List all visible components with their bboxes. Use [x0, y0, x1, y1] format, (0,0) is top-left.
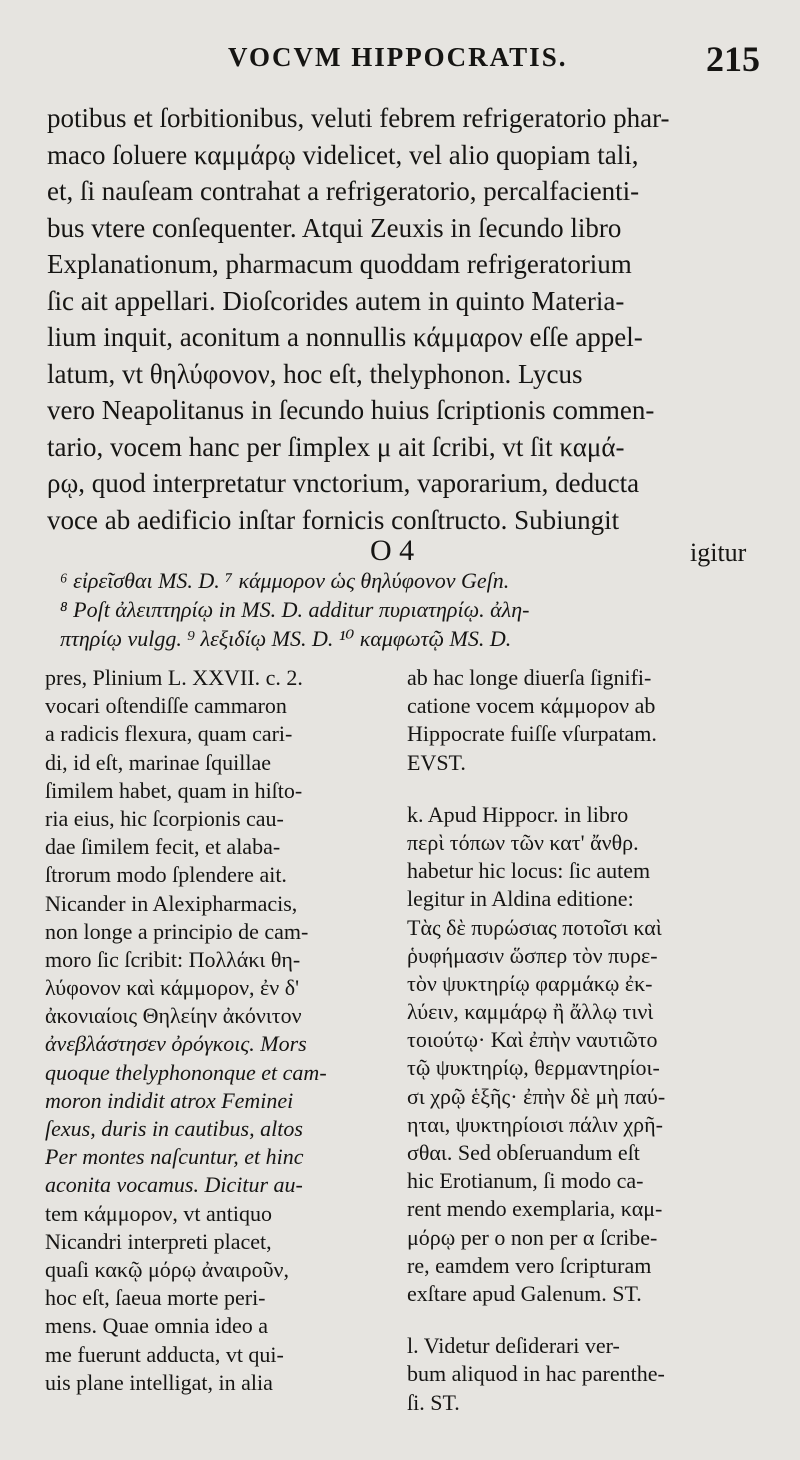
right-column-line: ηται, ψυκτηρίοισι πάλιν χρῆ- — [407, 1111, 663, 1137]
left-column-line: ria eius, hic ſcorpionis cau- — [45, 805, 284, 831]
right-column-line: re, eamdem vero ſcripturam — [407, 1252, 652, 1278]
left-column-line: Per montes naſcuntur, et hinc — [45, 1144, 304, 1170]
left-column-line: ſimilem habet, quam in hiſto- — [45, 777, 303, 803]
right-column-line: τῷ ψυκτηρίῳ, θερμαντηρίοι- — [407, 1055, 660, 1081]
main-text-line: potibus et ſorbitionibus, veluti febrem refrigeratorio phar- — [47, 103, 670, 133]
left-column-line: aconita vocamus. Dicitur au- — [45, 1172, 303, 1198]
main-text-line: et, ſi nauſeam contrahat a refrigeratorio, percalfacienti- — [47, 176, 640, 206]
right-column — [407, 664, 767, 1417]
main-text-line: vero Neapolitanus in ſecundo huius ſcriptionis commen- — [47, 395, 655, 425]
note-k-block — [407, 801, 767, 1308]
left-column-line: Nicandri interpreti placet, — [45, 1228, 272, 1254]
footnotes-block — [60, 566, 770, 653]
left-column-line: non longe a principio de cam- — [45, 918, 309, 944]
footnote-line: πτηρίῳ vulgg. ⁹ λεξιδίῳ MS. D. ¹⁰ καμφωτῷ MS. D. — [60, 626, 512, 651]
right-column-line: τοιούτῳ· Καὶ ἐπὴν ναυτιῶτο — [407, 1027, 658, 1053]
right-column-line: exſtare apud Galenum. ST. — [407, 1280, 642, 1306]
right-column-line: λύειν, καμμάρῳ ἢ ἄλλῳ τινὶ — [407, 999, 654, 1025]
main-text-line: latum, vt θηλύφονον, hoc eſt, thelyphonon. Lycus — [47, 358, 583, 389]
left-column-line: dae ſimilem fecit, et alaba- — [45, 834, 281, 860]
main-text-line: tario, vocem hanc per ſimplex μ ait ſcribi, vt ſit καμά- — [47, 431, 625, 462]
left-column-line: ſtrorum modo ſplendere ait. — [45, 862, 287, 888]
note-block-continued — [407, 664, 767, 777]
main-text-line: Explanationum, pharmacum quoddam refrigeratorium — [47, 249, 632, 279]
left-column-line: di, id eſt, marinae ſquillae — [45, 749, 272, 775]
left-column-line: a radicis flexura, quam cari- — [45, 721, 293, 747]
right-column-line: k. Apud Hippocr. in libro — [407, 801, 629, 827]
left-column-line: quaſi κακῷ μόρῳ ἀναιροῦν, — [45, 1256, 289, 1282]
left-column — [45, 664, 395, 1397]
left-column-line: tem κάμμορον, vt antiquo — [45, 1200, 273, 1226]
right-column-line: σι χρῷ ἑξῆς· ἐπὴν δὲ μὴ παύ- — [407, 1083, 666, 1109]
left-column-line: λύφονον καὶ κάμμορον, ἐν δ' — [45, 975, 300, 1001]
right-column-line: habetur hic locus: ſic autem — [407, 858, 651, 884]
right-column-line: rent mendo exemplaria, καμ- — [407, 1196, 663, 1222]
main-text-line: ρῳ, quod interpretatur vnctorium, vaporarium, deducta — [47, 468, 640, 498]
right-column-line: ab hac longe diuerſa ſignifi- — [407, 665, 652, 690]
right-column-line: περὶ τόπων τῶν κατ' ἄνθρ. — [407, 829, 639, 855]
left-column-line: me fuerunt adducta, vt qui- — [45, 1341, 284, 1367]
left-column-line: ἀκονιαίοις Θηλείην ἀκόνιτον — [45, 1003, 302, 1029]
left-column-line: mens. Quae omnia ideo a — [45, 1313, 268, 1339]
right-column-line: τὸν ψυκτηρίῳ φαρμάκῳ ἐκ- — [407, 970, 653, 996]
left-column-line: uis plane intelligat, in alia — [45, 1369, 273, 1395]
left-column-line: moro ſic ſcribit: Πολλάκι θη- — [45, 946, 301, 972]
main-text-line: maco ſoluere καμμάρῳ videlicet, vel alio quopiam tali, — [47, 139, 639, 170]
signature-mark: O 4 — [370, 534, 415, 567]
right-column-line: catione vocem κάμμορον ab — [407, 693, 656, 719]
page-number: 215 — [706, 39, 760, 79]
right-column-line: Hippocrate fuiſſe vſurpatam. — [407, 721, 657, 747]
left-column-line: vocari oſtendiſſe cammaron — [45, 693, 287, 719]
right-column-line: legitur in Aldina editione: — [407, 886, 634, 912]
main-text-block — [47, 100, 759, 538]
main-text-line: ſic ait appellari. Dioſcorides autem in quinto Materia- — [47, 285, 625, 316]
paragraph-gap — [407, 1308, 767, 1332]
left-column-line: ἀνεβλάστησεν ὀρόγκοις. Mors — [45, 1031, 307, 1057]
main-text-line: lium inquit, aconitum a nonnullis κάμμαρον eſſe appel- — [47, 322, 643, 352]
footnote-line: ⁸ Poſt ἀλειπτηρίῳ in MS. D. additur πυριατηρίῳ. ἀλη- — [60, 597, 530, 622]
left-column-line: Nicander in Alexipharmacis, — [45, 890, 298, 916]
left-column-line: hoc eſt, ſaeua morte peri- — [45, 1285, 266, 1311]
left-column-line: moron indidit atrox Feminei — [45, 1087, 294, 1113]
main-text-line: bus vtere conſequenter. Atqui Zeuxis in ſecundo libro — [47, 212, 622, 243]
catchword: igitur — [690, 538, 747, 567]
running-head: VOCVM HIPPOCRATIS. — [228, 42, 568, 72]
right-column-line: μόρῳ per ο non per α ſcribe- — [407, 1224, 658, 1250]
paragraph-gap — [407, 777, 767, 801]
footnote-line: ⁶ εἰρεῖσθαι MS. D. ⁷ κάμμορον ὡς θηλύφονον Geſn. — [60, 568, 510, 593]
left-column-line: ſexus, duris in cautibus, altos — [45, 1116, 303, 1141]
right-column-line: σθαι. Sed obſeruandum eſt — [407, 1140, 640, 1165]
left-column-line: quoque thelyphononque et cam- — [45, 1059, 327, 1085]
right-column-line: hic Erotianum, ſi modo ca- — [407, 1168, 644, 1194]
note-l-block — [407, 1332, 767, 1417]
right-column-line: EVST. — [407, 749, 466, 775]
right-column-line: Τὰς δὲ πυρώσιας ποτοῖσι καὶ — [407, 914, 662, 940]
right-column-line: bum aliquod in hac parenthe- — [407, 1361, 665, 1387]
left-column-line: pres, Plinium L. XXVII. c. 2. — [45, 665, 303, 690]
main-text-line: voce ab aedificio inſtar fornicis conſtructo. Subiungit — [47, 504, 620, 535]
right-column-line: l. Videtur deſiderari ver- — [407, 1333, 620, 1359]
right-column-line: ῥυφήμασιν ὥσπερ τὸν πυρε- — [407, 942, 658, 968]
right-column-line: ſi. ST. — [407, 1389, 460, 1415]
